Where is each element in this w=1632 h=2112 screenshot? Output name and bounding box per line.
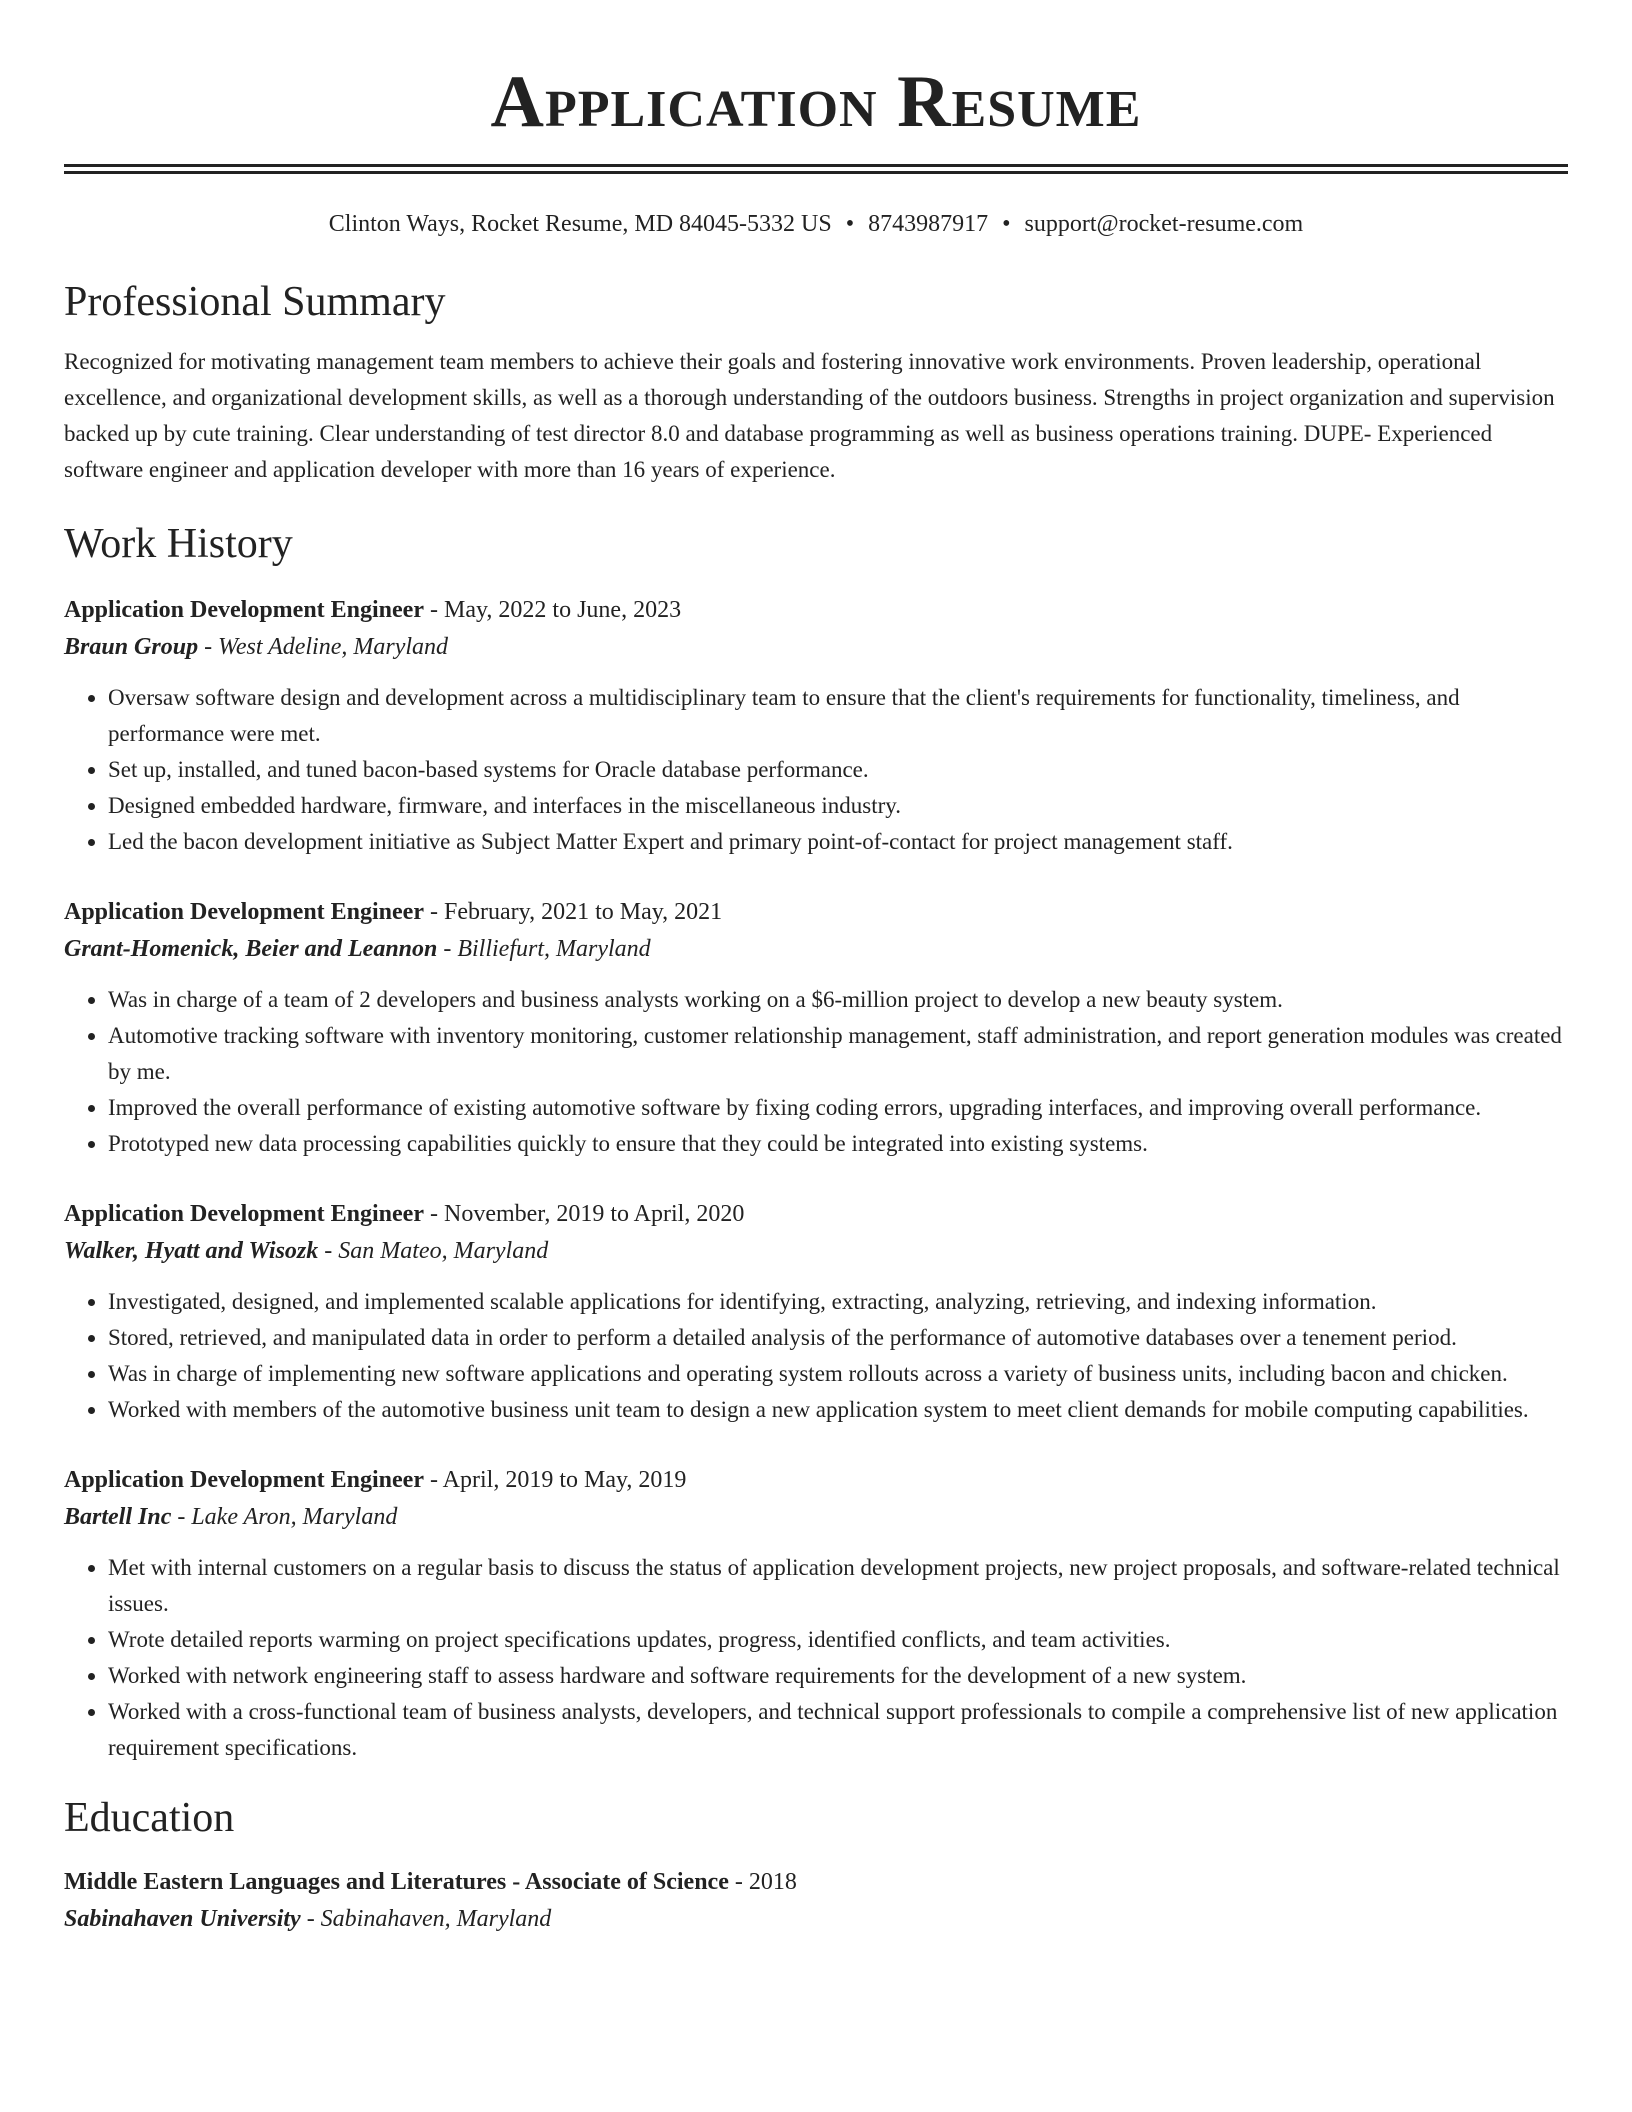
job-bullet: • Set up, installed, and tuned bacon-based systems for Oracle database performance. (108, 752, 1568, 788)
job-title-line (64, 592, 1568, 628)
title-double-rule (64, 164, 1568, 174)
job-bullet: • Led the bacon development initiative as Subject Matter Expert and primary point-of-contact for project management staff. (108, 824, 1568, 860)
contact-separator: • (845, 211, 855, 237)
summary-section (64, 276, 1568, 488)
employer-name: Braun Group (64, 634, 199, 660)
job-bullet: • Improved the overall performance of existing automotive software by fixing coding errors, upgrading interfaces, and improving overall performance. (108, 1090, 1568, 1126)
job-entry (64, 894, 1568, 1162)
contact-separator: • (1002, 211, 1011, 237)
summary-text: Recognized for motivating management team members to achieve their goals and fostering innovative work environments. Proven leadership, operational excellence, and organizational development skills, as well as a thorough understanding of the outdoors business. Strengths in project organization and supervision backed up by cute training. Clear understanding of test director 8.0 and database programming as well as business operations training. DUPE- Experienced software engineer and application developer with more than 16 years of experience. (64, 349, 1555, 482)
employer-name: Bartell Inc (64, 1504, 172, 1530)
degree-name: Middle Eastern Languages and Literatures - Associate of Science (64, 1869, 729, 1895)
education-heading: Education (64, 1795, 235, 1841)
contact-email: support@rocket-resume.com (1024, 211, 1304, 237)
job-dates: - November, 2019 to April, 2020 (424, 1201, 745, 1227)
employer-location: - Billiefurt, Maryland (437, 936, 651, 962)
job-dates: - April, 2019 to May, 2019 (424, 1467, 687, 1493)
job-title: Application Development Engineer (64, 1467, 424, 1493)
work-history-heading: Work History (64, 521, 293, 567)
degree-line (64, 1864, 1568, 1900)
job-title-line (64, 1462, 1568, 1498)
summary-heading: Professional Summary (64, 279, 446, 325)
job-entry (64, 1462, 1568, 1766)
job-title: Application Development Engineer (64, 899, 424, 925)
employer-line (64, 1498, 1568, 1536)
job-title: Application Development Engineer (64, 1201, 424, 1227)
job-bullet: • Worked with a cross-functional team of business analysts, developers, and technical support professionals to compile a comprehensive list of new application requirement specifications. (108, 1694, 1568, 1766)
job-bullet: • Automotive tracking software with inventory monitoring, customer relationship management, staff administration, and report generation modules was created by me. (108, 1018, 1568, 1090)
job-bullet: • Stored, retrieved, and manipulated data in order to perform a detailed analysis of the performance of automotive databases over a tenement period. (108, 1320, 1568, 1356)
job-entry (64, 592, 1568, 860)
education-entry (64, 1864, 1568, 1938)
job-dates: - February, 2021 to May, 2021 (424, 899, 723, 925)
job-title: Application Development Engineer (64, 597, 424, 623)
employer-location: - Lake Aron, Maryland (171, 1504, 398, 1530)
contact-line (64, 208, 1568, 240)
job-bullets (64, 680, 1568, 860)
job-dates: - May, 2022 to June, 2023 (424, 597, 682, 623)
employer-line (64, 628, 1568, 666)
employer-name: Grant-Homenick, Beier and Leannon (64, 936, 438, 962)
school-location: - Sabinahaven, Maryland (300, 1906, 552, 1932)
job-bullet: • Met with internal customers on a regular basis to discuss the status of application development projects, new project proposals, and software-related technical issues. (108, 1550, 1568, 1622)
degree-year: - 2018 (728, 1869, 797, 1895)
job-bullet: • Was in charge of implementing new software applications and operating system rollouts across a variety of business units, including bacon and chicken. (108, 1356, 1568, 1392)
job-title-line (64, 1196, 1568, 1232)
job-bullet: • Prototyped new data processing capabilities quickly to ensure that they could be integrated into existing systems. (108, 1126, 1568, 1162)
job-bullets (64, 982, 1568, 1162)
job-bullets (64, 1284, 1568, 1428)
resume-title: Application Resume (490, 61, 1142, 143)
job-bullet: • Worked with network engineering staff to assess hardware and software requirements for the development of a new system. (108, 1658, 1568, 1694)
employer-line (64, 1232, 1568, 1270)
job-bullet: • Oversaw software design and development across a multidisciplinary team to ensure that the client's requirements for functionality, timeliness, and performance were met. (108, 680, 1568, 752)
school-line (64, 1900, 1568, 1938)
job-bullets (64, 1550, 1568, 1766)
job-entry (64, 1196, 1568, 1428)
job-title-line (64, 894, 1568, 930)
work-history-section (64, 518, 1568, 1766)
contact-address: Clinton Ways, Rocket Resume, MD 84045-5332 US (328, 211, 832, 237)
employer-name: Walker, Hyatt and Wisozk (64, 1238, 319, 1264)
job-bullet: • Was in charge of a team of 2 developers and business analysts working on a $6-million project to develop a new beauty system. (108, 982, 1568, 1018)
job-bullet: • Investigated, designed, and implemented scalable applications for identifying, extracting, analyzing, retrieving, and indexing information. (108, 1284, 1568, 1320)
employer-line (64, 930, 1568, 968)
job-bullet: • Designed embedded hardware, firmware, and interfaces in the miscellaneous industry. (108, 788, 1568, 824)
job-bullet: • Wrote detailed reports warming on project specifications updates, progress, identified conflicts, and team activities. (108, 1622, 1568, 1658)
employer-location: - West Adeline, Maryland (198, 634, 449, 660)
education-section (64, 1792, 1568, 1938)
employer-location: - San Mateo, Maryland (318, 1238, 549, 1264)
job-bullet: • Worked with members of the automotive business unit team to design a new application system to meet client demands for mobile computing capabilities. (108, 1392, 1568, 1428)
school-name: Sabinahaven University (64, 1906, 301, 1932)
contact-phone: 8743987917 (868, 211, 989, 237)
